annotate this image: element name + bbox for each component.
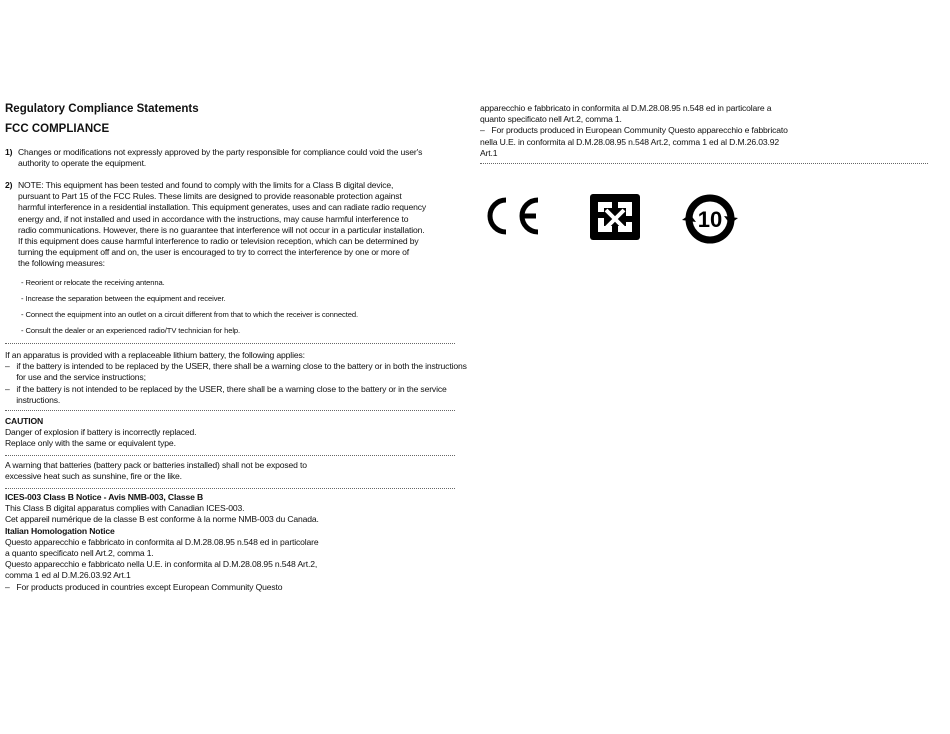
text-line: for use and the service instructions; — [5, 372, 146, 383]
text-line: – For products produced in countries except European Community Questo — [5, 581, 283, 592]
text-line: the following measures: — [18, 258, 105, 269]
text-line: instructions. — [5, 394, 61, 405]
fcc-heading: FCC COMPLIANCE — [5, 123, 110, 135]
text-line: harmful interference in a residential installation. This equipment generates, uses and can radiate radio requency — [18, 202, 427, 213]
caution-heading: CAUTION — [5, 416, 44, 426]
list-item: - Increase the separation between the equipment and receiver. — [21, 294, 226, 303]
text-line: quanto specificato nell Art.2, comma 1. — [480, 114, 622, 125]
divider — [5, 343, 455, 344]
fcc-item-2 — [5, 180, 426, 270]
divider — [5, 410, 455, 411]
italian-heading: Italian Homologation Notice — [5, 525, 115, 536]
text-line: apparecchio e fabbricato in conformita al D.M.28.08.95 n.548 ed in particolare a — [480, 103, 772, 113]
text-line: a quanto specificato nell Art.2, comma 1. — [5, 548, 154, 559]
list-item: - Consult the dealer or an experienced radio/TV technician for help. — [21, 326, 241, 335]
text-line: Art.1 — [480, 147, 498, 158]
italian-continued — [480, 103, 788, 159]
battery-section — [5, 350, 467, 406]
divider — [5, 488, 455, 489]
recycle-mark-icon — [588, 192, 642, 242]
efup-10-icon — [680, 192, 740, 246]
text-line: authority to operate the equipment. — [18, 158, 147, 169]
text-line: Replace only with the same or equivalent type. — [5, 438, 176, 449]
text-line: turning the equipment off and on, the user is encouraged to try to correct the interference by one or more of — [18, 247, 409, 258]
efup-number: 10 — [697, 207, 723, 232]
text-line: If this equipment does cause harmful interference to radio or television reception, which can be determined by — [18, 236, 419, 247]
divider — [5, 455, 455, 456]
page-title: Regulatory Compliance Statements — [5, 103, 199, 115]
text-line: Cet appareil numérique de la classe B est conforme à la norme NMB-003 du Canada. — [5, 514, 319, 525]
text-line: pursuant to Part 15 of the FCC Rules. These limits are designed to provide reasonable protection against — [18, 191, 402, 202]
ce-mark-icon — [480, 196, 542, 236]
item-number: 1) — [5, 147, 13, 157]
text-line: – if the battery is intended to be replaced by the USER, there shall be a warning close to the battery or in both the instructions — [5, 361, 467, 372]
ices-section — [5, 492, 319, 593]
text-line: A warning that batteries (battery pack or batteries installed) shall not be exposed to — [5, 460, 307, 470]
text-line: Questo apparecchio e fabbricato nella U.E. in conformita al D.M.28.08.95 n.548 Art.2, — [5, 559, 318, 570]
text-line: Questo apparecchio e fabbricato in conformita al D.M.28.08.95 n.548 ed in particolare — [5, 536, 319, 547]
text-line: excessive heat such as sunshine, fire or the like. — [5, 471, 182, 482]
text-line: radio communications. However, there is no guarantee that interference will not occur in a particular installation. — [18, 224, 425, 235]
divider — [480, 163, 928, 164]
text-line: This Class B digital apparatus complies with Canadian ICES-003. — [5, 503, 245, 514]
text-line: comma 1 ed al D.M.26.03.92 Art.1 — [5, 570, 131, 581]
text-line: – if the battery is not intended to be replaced by the USER, there shall be a warning close to the battery or in the service — [5, 383, 447, 394]
fcc-item-1 — [5, 147, 422, 169]
list-item: - Reorient or relocate the receiving antenna. — [21, 278, 165, 287]
text-line: Danger of explosion if battery is incorrectly replaced. — [5, 427, 197, 438]
text-line: Changes or modifications not expressly approved by the party responsible for compliance could void the user's — [18, 147, 423, 157]
measures-list — [21, 275, 358, 339]
ices-heading: ICES-003 Class B Notice - Avis NMB-003, Classe B — [5, 492, 204, 502]
text-line: energy and, if not installed and used in accordance with the instructions, may cause harmful interference to — [18, 213, 409, 224]
item-number: 2) — [5, 180, 13, 190]
text-line: NOTE: This equipment has been tested and found to comply with the limits for a Class B digital device, — [18, 180, 394, 190]
caution-section — [5, 416, 196, 450]
heat-warning — [5, 460, 307, 482]
list-item: - Connect the equipment into an outlet on a circuit different from that to which the receiver is connected. — [21, 310, 358, 319]
text-line: – For products produced in European Community Questo apparecchio e fabbricato — [480, 125, 788, 136]
text-line: If an apparatus is provided with a replaceable lithium battery, the following applies: — [5, 350, 305, 360]
text-line: nella U.E. in conformita al D.M.28.08.95 n.548 Art.2, comma 1 ed al D.M.26.03.92 — [480, 136, 779, 147]
